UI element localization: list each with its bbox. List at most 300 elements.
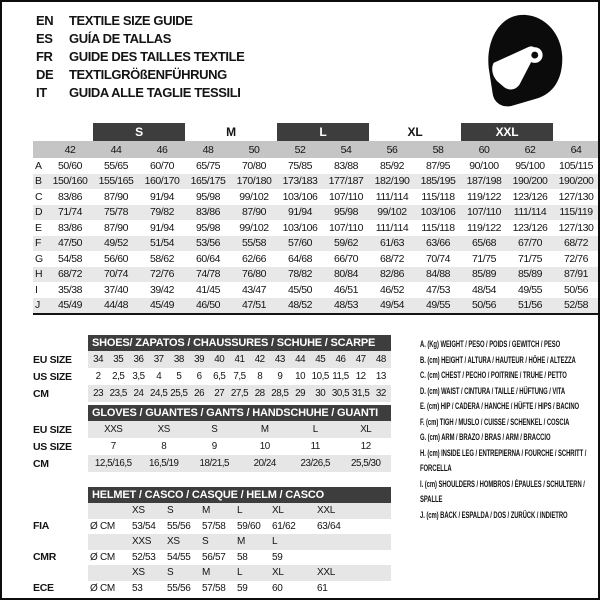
cell-value: XS xyxy=(132,505,145,517)
helmet-table-title: HELMET / CASCO / CASQUE / HELM / CASCO xyxy=(88,487,391,503)
row-label: CM xyxy=(33,455,88,472)
size-group-l: L xyxy=(277,123,369,141)
guide-title: GUIDE DES TAILLES TEXTILE xyxy=(69,48,245,64)
cell-value: S xyxy=(211,424,218,435)
size-value: 103/106 xyxy=(282,221,318,234)
gloves-row xyxy=(33,438,391,455)
size-value: 49/55 xyxy=(517,283,543,296)
cell-value: 24 xyxy=(133,388,144,399)
size-value: 51/56 xyxy=(517,299,543,312)
size-value: 58/62 xyxy=(149,252,175,265)
size-value: 57/60 xyxy=(287,237,313,250)
gloves-body xyxy=(33,421,391,472)
cell-value: 46 xyxy=(335,354,346,365)
cell-value: 7,5 xyxy=(233,371,246,382)
size-value: 59/62 xyxy=(333,237,359,250)
cell-value: 30 xyxy=(315,388,326,399)
size-value: 115/118 xyxy=(421,190,455,203)
size-value: 72/76 xyxy=(563,252,589,265)
cell-value: L xyxy=(237,567,243,579)
shoes-table-title: SHOES/ ZAPATOS / CHAUSSURES / SCHUHE / SCARPE xyxy=(88,335,391,351)
language-code: ES xyxy=(36,30,53,46)
cell-value: 28,5 xyxy=(271,388,289,399)
numeric-size: 50 xyxy=(248,143,260,156)
size-value: 68/72 xyxy=(379,252,405,265)
size-value: 65/75 xyxy=(195,159,221,172)
size-value: 39/42 xyxy=(149,283,175,296)
size-value: 50/60 xyxy=(57,159,83,172)
numeric-size: 54 xyxy=(340,143,352,156)
size-value: 65/68 xyxy=(471,237,497,250)
cell-value: 23/26,5 xyxy=(300,458,331,469)
size-value: 46/52 xyxy=(379,283,405,296)
numeric-size: 62 xyxy=(524,143,536,156)
size-value: 53/56 xyxy=(195,237,221,250)
size-value: 83/86 xyxy=(57,221,83,234)
helmet-table-head xyxy=(33,487,391,503)
cell-value: 10,5 xyxy=(311,371,329,382)
size-value: 41/45 xyxy=(195,283,221,296)
shoes-body xyxy=(33,351,391,402)
size-value: 70/74 xyxy=(103,268,129,281)
cell-value: XXS xyxy=(104,424,123,435)
cell-value: 5 xyxy=(176,371,182,382)
helmet-body xyxy=(33,503,391,596)
cell-value: 7 xyxy=(110,441,116,452)
size-value: 71/75 xyxy=(471,252,497,265)
size-value: 85/89 xyxy=(517,268,543,281)
cell-value: 31,5 xyxy=(352,388,370,399)
size-value: 84/88 xyxy=(425,268,451,281)
cell-value: 8 xyxy=(257,371,263,382)
measure-row-b xyxy=(33,174,599,190)
size-value: 70/74 xyxy=(425,252,451,265)
legend-item: B. (cm) HEIGHT / ALTURA / HAUTEUR / HÖHE / ALTEZZA xyxy=(420,354,576,366)
head-spacer xyxy=(33,335,88,351)
size-value: 48/52 xyxy=(287,299,313,312)
legend-item: E. (cm) HIP / CADERA / HANCHE / HÜFTE / HIPS / BACINO xyxy=(420,401,580,412)
row-label: EU SIZE xyxy=(33,351,88,368)
cell-value: 18/21,5 xyxy=(199,458,230,469)
size-value: 70/80 xyxy=(241,159,267,172)
cell-value: 54/55 xyxy=(167,551,191,563)
guide-title: TEXTILE SIZE GUIDE xyxy=(69,12,193,28)
cell-value: 6,5 xyxy=(213,371,226,382)
language-code: EN xyxy=(36,12,54,28)
size-value: 155/165 xyxy=(98,175,134,188)
cell-value: 24,5 xyxy=(150,388,168,399)
cell-value: 37 xyxy=(153,354,164,365)
size-value: 99/102 xyxy=(239,221,269,234)
size-group-xl: XL xyxy=(407,125,423,139)
shoes-row xyxy=(33,385,391,402)
size-value: 78/82 xyxy=(287,268,313,281)
size-group-row xyxy=(33,123,599,141)
cell-value: 59/60 xyxy=(237,520,261,532)
cell-value: 8 xyxy=(161,441,167,452)
size-value: 71/74 xyxy=(57,206,83,219)
size-value: 83/86 xyxy=(195,206,221,219)
numeric-size: 56 xyxy=(386,143,398,156)
diameter-label xyxy=(88,534,130,550)
row-label: CMR xyxy=(33,550,88,566)
cell-value: 40 xyxy=(214,354,225,365)
language-row xyxy=(36,83,244,101)
cell-value: 10 xyxy=(295,371,306,382)
cell-value: 45 xyxy=(315,354,326,365)
size-value: 103/106 xyxy=(282,190,318,203)
shoes-row xyxy=(33,351,391,368)
cell-value: S xyxy=(167,567,174,579)
cell-value: 23 xyxy=(93,388,104,399)
numeric-size: 60 xyxy=(478,143,490,156)
cell-value: M xyxy=(202,505,211,517)
cell-value: 12,5/16,5 xyxy=(94,458,132,469)
cell-value: S xyxy=(202,536,209,548)
size-value: 87/90 xyxy=(241,206,267,219)
lower-section xyxy=(33,335,595,596)
size-value: 95/98 xyxy=(195,190,221,203)
visor-pivot-dot xyxy=(531,52,538,59)
cell-value: 12 xyxy=(355,371,366,382)
cell-value: 59 xyxy=(272,551,283,563)
size-value: 51/54 xyxy=(149,237,175,250)
cell-value: 39 xyxy=(194,354,205,365)
size-value: 48/54 xyxy=(471,283,497,296)
cell-value: 30,5 xyxy=(331,388,350,399)
size-value: 127/130 xyxy=(558,190,594,203)
language-row xyxy=(36,47,244,65)
cell-value: 12 xyxy=(360,441,371,452)
legend-item: D. (cm) WAIST / CINTURA / TAILLE / HÜFTUNG / VITA xyxy=(420,385,566,397)
cell-value: 25,5/30 xyxy=(350,458,381,469)
size-value: 111/114 xyxy=(375,221,409,234)
size-value: 75/85 xyxy=(287,159,313,172)
cell-value: 55/56 xyxy=(167,582,191,594)
size-value: 61/63 xyxy=(379,237,405,250)
size-value: 49/55 xyxy=(425,299,451,312)
size-value: 87/90 xyxy=(103,190,129,203)
row-letter: D xyxy=(35,206,43,219)
size-value: 185/195 xyxy=(420,175,456,188)
cell-value: XXL xyxy=(317,505,336,517)
cell-value: 27 xyxy=(214,388,225,399)
textile-body xyxy=(33,158,599,313)
size-value: 119/122 xyxy=(466,190,502,203)
helmet-table xyxy=(33,487,391,596)
gloves-table-title: GLOVES / GUANTES / GANTS / HANDSCHUHE / GUANTI xyxy=(88,405,391,421)
numeric-size: 48 xyxy=(202,143,214,156)
size-value: 119/122 xyxy=(466,221,502,234)
measurement-legend xyxy=(391,335,595,596)
row-letter: B xyxy=(35,175,43,188)
legend-item: I. (cm) SHOULDERS / HOMBROS / ÉPAULES / SCHULTERN / SPALLE xyxy=(420,478,585,505)
size-value: 115/119 xyxy=(559,206,593,219)
size-value: 44/48 xyxy=(103,299,129,312)
size-value: 190/200 xyxy=(512,175,548,188)
measure-row-d xyxy=(33,205,599,221)
cell-value: 2,5 xyxy=(112,371,125,382)
cell-value: 9 xyxy=(277,371,283,382)
size-value: 83/88 xyxy=(333,159,359,172)
row-label: CM xyxy=(33,385,88,402)
size-value: 37/40 xyxy=(103,283,129,296)
cell-value: 13 xyxy=(375,371,386,382)
size-value: 111/114 xyxy=(513,206,547,219)
size-value: 56/60 xyxy=(103,252,129,265)
size-value: 95/100 xyxy=(515,159,545,172)
size-value: 83/86 xyxy=(57,190,83,203)
legend-item: J. (cm) BACK / ESPALDA / DOS / ZURÜCK / INDIETRO xyxy=(420,509,568,521)
diameter-label: Ø CM xyxy=(90,520,115,532)
numeric-size: 52 xyxy=(294,143,306,156)
cell-value: 36 xyxy=(133,354,144,365)
row-label xyxy=(33,565,88,581)
size-group-m: M xyxy=(226,125,236,139)
size-value: 177/187 xyxy=(328,175,364,188)
size-value: 170/180 xyxy=(236,175,272,188)
measure-row-f xyxy=(33,236,599,252)
cell-value: 44 xyxy=(295,354,306,365)
size-value: 45/49 xyxy=(57,299,83,312)
size-value: 55/58 xyxy=(241,237,267,250)
cell-value: L xyxy=(312,424,318,435)
cell-value: M xyxy=(237,536,246,548)
size-value: 46/50 xyxy=(195,299,221,312)
size-value: 91/94 xyxy=(149,221,175,234)
cell-value: S xyxy=(167,505,174,517)
measure-row-j xyxy=(33,298,599,314)
size-value: 87/90 xyxy=(103,221,129,234)
size-value: 190/200 xyxy=(558,175,594,188)
language-row xyxy=(36,29,244,47)
textile-size-table xyxy=(33,123,599,315)
size-value: 64/68 xyxy=(287,252,313,265)
guide-title: GUÍA DE TALLAS xyxy=(69,30,172,46)
size-value: 85/89 xyxy=(471,268,497,281)
cell-value: 11,5 xyxy=(332,371,349,382)
helmet-size-row xyxy=(33,503,391,519)
cell-value: XXL xyxy=(317,567,336,579)
size-value: 107/110 xyxy=(466,206,502,219)
legend-item: A. (Kg) WEIGHT / PESO / POIDS / GEWITCH / PESO xyxy=(420,339,561,350)
cell-value: 35 xyxy=(113,354,124,365)
row-letter: J xyxy=(35,299,41,312)
size-value: 182/190 xyxy=(374,175,410,188)
row-label-blank xyxy=(33,141,47,158)
cell-value: 26 xyxy=(194,388,205,399)
helmet-row-ece xyxy=(33,581,391,597)
gloves-row xyxy=(33,421,391,438)
size-value: 68/72 xyxy=(57,268,83,281)
measure-row-g xyxy=(33,251,599,267)
size-value: 72/76 xyxy=(149,268,175,281)
legend-item: G. (cm) ARM / BRAZO / BRAS / ARM / BRACCIO xyxy=(420,432,551,443)
size-value: 103/106 xyxy=(420,206,456,219)
cell-value: 4 xyxy=(156,371,162,382)
size-value: 47/50 xyxy=(57,237,83,250)
cell-value: 27,5 xyxy=(230,388,249,399)
size-value: 80/84 xyxy=(333,268,359,281)
size-value: 99/102 xyxy=(377,206,407,219)
cell-value: 38 xyxy=(173,354,184,365)
gloves-table xyxy=(33,405,391,472)
row-label: US SIZE xyxy=(33,368,88,385)
helmet-logo-icon xyxy=(474,8,572,110)
size-value: 47/51 xyxy=(241,299,267,312)
measure-row-a xyxy=(33,158,599,174)
numeric-size: 44 xyxy=(110,143,122,156)
size-value: 49/54 xyxy=(379,299,405,312)
cell-value: XS xyxy=(132,567,145,579)
language-list xyxy=(36,11,244,101)
size-group-blank xyxy=(553,123,599,141)
cell-value: 41 xyxy=(234,354,245,365)
numeric-size-row xyxy=(33,141,599,158)
size-group-xxl: XXL xyxy=(461,123,553,141)
cell-value: 11 xyxy=(310,441,320,452)
cell-value: 56/57 xyxy=(202,551,226,563)
cell-value: 55/56 xyxy=(167,520,191,532)
row-letter: C xyxy=(35,190,43,203)
cell-value: 58 xyxy=(237,551,248,563)
shoes-table-head xyxy=(33,335,391,351)
size-value: 95/98 xyxy=(195,221,221,234)
size-value: 76/80 xyxy=(241,268,267,281)
size-value: 123/126 xyxy=(512,190,548,203)
numeric-size: 46 xyxy=(156,143,168,156)
head-spacer xyxy=(33,487,88,503)
size-value: 67/70 xyxy=(517,237,543,250)
size-value: 173/183 xyxy=(282,175,318,188)
size-value: 74/78 xyxy=(195,268,221,281)
cell-value: 42 xyxy=(254,354,265,365)
cell-value: XXS xyxy=(132,536,152,548)
size-group-s: S xyxy=(93,123,185,141)
size-value: 66/70 xyxy=(333,252,359,265)
size-value: 115/118 xyxy=(421,221,455,234)
size-value: 82/86 xyxy=(379,268,405,281)
cell-value: 28 xyxy=(254,388,265,399)
cell-value: 52/53 xyxy=(132,551,156,563)
legend-item: H. (cm) INSIDE LEG / ENTREPIERNA / FOURCHE / SCHRITT / FORCELLA xyxy=(420,447,587,474)
size-value: 35/38 xyxy=(57,283,83,296)
cell-value: 20/24 xyxy=(253,458,276,469)
size-value: 90/100 xyxy=(469,159,499,172)
size-value: 85/92 xyxy=(379,159,405,172)
cell-value: 34 xyxy=(93,354,104,365)
numeric-size: 42 xyxy=(64,143,76,156)
size-value: 52/58 xyxy=(563,299,589,312)
size-value: 79/82 xyxy=(149,206,175,219)
cell-value: 47 xyxy=(355,354,366,365)
language-row xyxy=(36,65,244,83)
helmet-size-row xyxy=(33,565,391,581)
cell-value: 63/64 xyxy=(317,520,341,532)
size-value: 127/130 xyxy=(558,221,594,234)
cell-value: 48 xyxy=(375,354,386,365)
cell-value: 53 xyxy=(132,582,143,594)
accessory-tables xyxy=(33,335,391,596)
guide-title: GUIDA ALLE TAGLIE TESSILI xyxy=(69,84,241,100)
row-letter: I xyxy=(35,283,38,296)
cell-value: 6 xyxy=(196,371,202,382)
row-label xyxy=(33,534,88,550)
diameter-label: Ø CM xyxy=(90,582,115,594)
cell-value: 43 xyxy=(274,354,285,365)
gloves-table-head xyxy=(33,405,391,421)
size-value: 60/70 xyxy=(149,159,175,172)
size-value: 105/115 xyxy=(558,159,594,172)
cell-value: L xyxy=(272,536,278,548)
size-value: 63/66 xyxy=(425,237,451,250)
size-value: 71/75 xyxy=(517,252,543,265)
size-group-blank xyxy=(33,123,93,141)
size-value: 50/56 xyxy=(471,299,497,312)
size-value: 91/94 xyxy=(149,190,175,203)
row-label: US SIZE xyxy=(33,438,88,455)
cell-value: 53/54 xyxy=(132,520,156,532)
legend-item: F. (cm) TIGH / MUSLO / CUISSE / SCHENKEL / COSCIA xyxy=(420,416,570,428)
shoes-row xyxy=(33,368,391,385)
diameter-label xyxy=(88,503,130,519)
cell-value: XL xyxy=(360,424,372,435)
size-value: 123/126 xyxy=(512,221,548,234)
cell-value: XS xyxy=(167,536,180,548)
cell-value: 61/62 xyxy=(272,520,296,532)
size-value: 111/114 xyxy=(375,190,409,203)
cell-value: 57/58 xyxy=(202,582,226,594)
cell-value: 2 xyxy=(95,371,101,382)
size-value: 48/53 xyxy=(333,299,359,312)
cell-value: M xyxy=(260,424,269,435)
numeric-size: 64 xyxy=(570,143,582,156)
size-value: 68/72 xyxy=(563,237,589,250)
measure-row-i xyxy=(33,282,599,298)
row-letter: E xyxy=(35,221,43,234)
row-label xyxy=(33,503,88,519)
size-value: 160/170 xyxy=(144,175,180,188)
helmet-row-fia xyxy=(33,519,391,535)
size-value: 49/52 xyxy=(103,237,129,250)
size-value: 91/94 xyxy=(287,206,313,219)
size-value: 87/95 xyxy=(425,159,451,172)
measure-row-h xyxy=(33,267,599,283)
cell-value: XL xyxy=(272,567,284,579)
cell-value: 16,5/19 xyxy=(148,458,179,469)
helmet-size-row xyxy=(33,534,391,550)
size-value: 43/47 xyxy=(241,283,267,296)
row-letter: G xyxy=(35,252,44,265)
cell-value: 29 xyxy=(295,388,306,399)
size-value: 62/66 xyxy=(241,252,267,265)
language-code: FR xyxy=(36,48,53,64)
language-code: IT xyxy=(36,84,47,100)
cell-value: 32 xyxy=(375,388,386,399)
cell-value: 25,5 xyxy=(170,388,188,399)
row-label: ECE xyxy=(33,581,88,597)
size-value: 50/56 xyxy=(563,283,589,296)
size-value: 46/51 xyxy=(333,283,359,296)
measure-row-c xyxy=(33,189,599,205)
row-letter: H xyxy=(35,268,43,281)
size-value: 47/53 xyxy=(425,283,451,296)
cell-value: 23,5 xyxy=(109,388,127,399)
size-value: 165/175 xyxy=(190,175,226,188)
size-value: 45/49 xyxy=(149,299,175,312)
size-value: 45/50 xyxy=(287,283,313,296)
diameter-label: Ø CM xyxy=(90,551,115,563)
